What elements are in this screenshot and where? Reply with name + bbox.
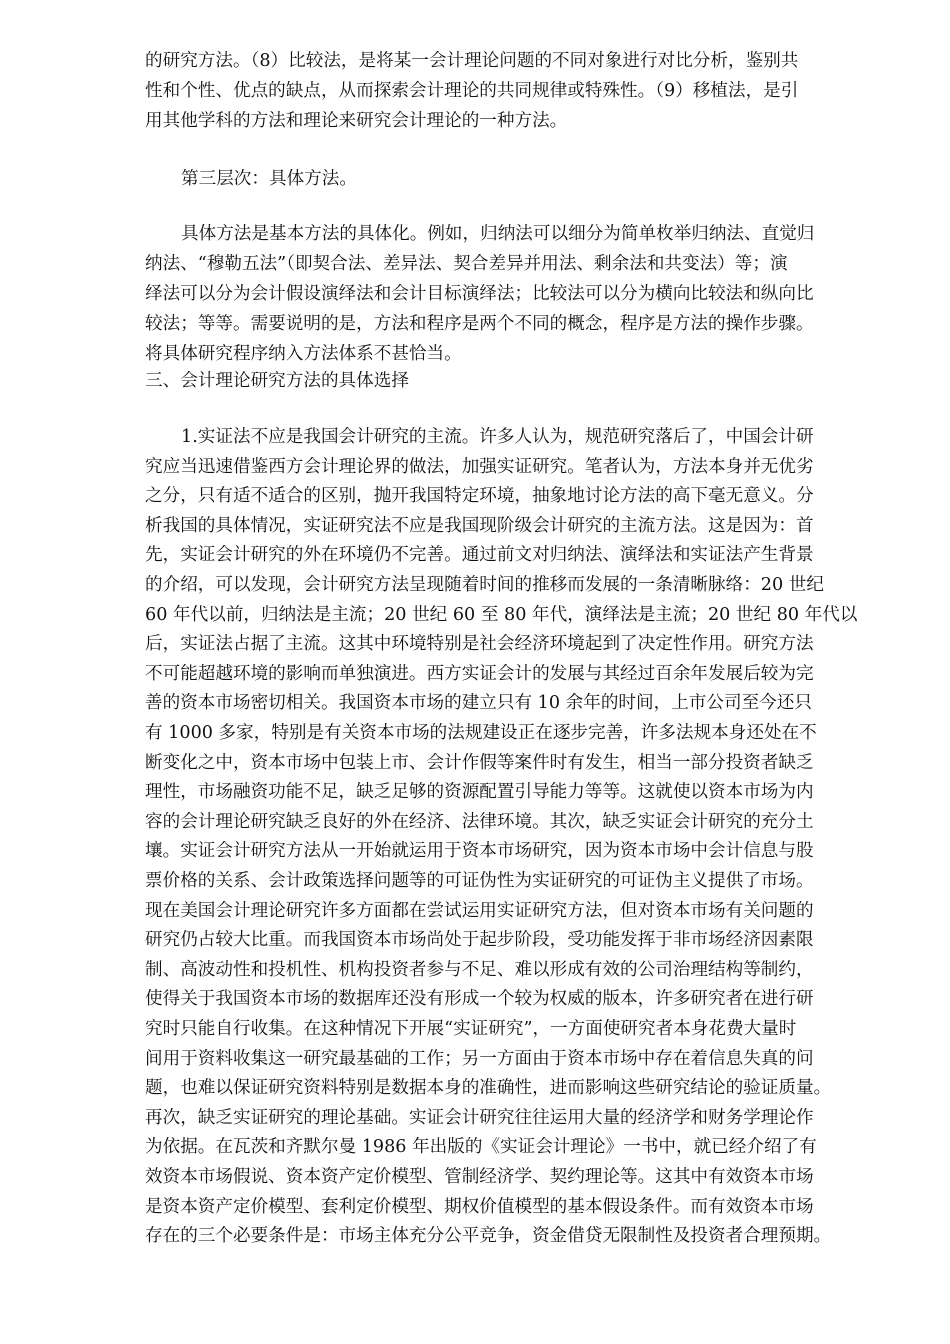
paragraph-line: 1.实证法不应是我国会计研究的主流。许多人认为，规范研究落后了，中国会计研 (181, 427, 814, 447)
paragraph-line: 是资本资产定价模型、套利定价模型、期权价值模型的基本假设条件。而有效资本市场 (145, 1196, 814, 1217)
section-heading: 三、会计理论研究方法的具体选择 (145, 371, 409, 391)
paragraph-line: 之分，只有适不适合的区别，抛开我国特定环境，抽象地讨论方法的高下毫无意义。分 (145, 486, 814, 507)
paragraph-line: 容的会计理论研究缺乏良好的外在经济、法律环境。其次，缺乏实证会计研究的充分土 (145, 811, 814, 832)
paragraph-line: 题，也难以保证研究资料特别是数据本身的准确性，进而影响这些研究结论的验证质量。 (145, 1078, 832, 1099)
paragraph-line: 绎法可以分为会计假设演绎法和会计目标演绎法；比较法可以分为横向比较法和纵向比 (145, 284, 814, 304)
paragraph-line: 有 1000 多家，特别是有关资本市场的法规建设正在逐步完善，许多法规本身还处在不 (145, 723, 817, 743)
paragraph-line: 的研究方法。（8）比较法，是将某一会计理论问题的不同对象进行对比分析，鉴别共 (145, 51, 799, 71)
paragraph-line: 间用于资料收集这一研究最基础的工作；另一方面由于资本市场中存在着信息失真的问 (145, 1048, 814, 1069)
paragraph-line: 再次，缺乏实证研究的理论基础。实证会计研究往往运用大量的经济学和财务学理论作 (145, 1107, 814, 1128)
paragraph-line: 使得关于我国资本市场的数据库还没有形成一个较为权威的版本，许多研究者在进行研 (145, 989, 814, 1010)
paragraph-line: 用其他学科的方法和理论来研究会计理论的一种方法。 (145, 111, 568, 131)
paragraph-line: 存在的三个必要条件是：市场主体充分公平竞争，资金借贷无限制性及投资者合理预期。 (145, 1226, 832, 1247)
paragraph-line: 票价格的关系、会计政策选择问题等的可证伪性为实证研究的可证伪主义提供了市场。 (145, 871, 814, 891)
paragraph-line: 现在美国会计理论研究许多方面都在尝试运用实证研究方法，但对资本市场有关问题的 (145, 900, 814, 921)
paragraph-line: 纳法、“穆勒五法”（即契合法、差异法、契合差异并用法、剩余法和共变法）等；演 (145, 254, 788, 274)
paragraph-line: 究时只能自行收集。在这种情况下开展“实证研究”，一方面使研究者本身花费大量时 (145, 1019, 797, 1039)
paragraph-line: 第三层次：具体方法。 (181, 169, 357, 189)
paragraph-line: 理性，市场融资功能不足，缺乏足够的资源配置引导能力等等。这就使以资本市场为内 (145, 782, 814, 803)
paragraph-line: 效资本市场假说、资本资产定价模型、管制经济学、契约理论等。这其中有效资本市场 (145, 1167, 814, 1187)
paragraph-line: 析我国的具体情况，实证研究法不应是我国现阶级会计研究的主流方法。这是因为：首 (145, 515, 814, 536)
paragraph-line: 壤。实证会计研究方法从一开始就运用于资本市场研究，因为资本市场中会计信息与股 (145, 841, 814, 862)
paragraph-line: 较法；等等。需要说明的是，方法和程序是两个不同的概念，程序是方法的操作步骤。 (145, 314, 814, 334)
paragraph-line: 先，实证会计研究的外在环境仍不完善。通过前文对归纳法、演绎法和实证法产生背景 (145, 545, 814, 566)
paragraph-line: 的介绍，可以发现，会计研究方法呈现随着时间的推移而发展的一条清晰脉络：20 世纪 (145, 575, 824, 595)
paragraph-line: 制、高波动性和投机性、机构投资者参与不足、难以形成有效的公司治理结构等制约， (145, 959, 814, 980)
paragraph-line: 性和个性、优点的缺点，从而探索会计理论的共同规律或特殊性。（9）移植法，是引 (145, 81, 799, 101)
paragraph-line: 后，实证法占据了主流。这其中环境特别是社会经济环境起到了决定性作用。研究方法 (145, 634, 814, 655)
paragraph-line: 将具体研究程序纳入方法体系不甚恰当。 (145, 344, 462, 364)
paragraph-line: 为依据。在瓦茨和齐默尔曼 1986 年出版的《实证会计理论》一书中，就已经介绍了有 (145, 1137, 817, 1158)
paragraph-line: 断变化之中，资本市场中包装上市、会计作假等案件时有发生，相当一部分投资者缺乏 (145, 752, 814, 773)
paragraph-line: 具体方法是基本方法的具体化。例如，归纳法可以细分为简单枚举归纳法、直觉归 (181, 224, 815, 244)
paragraph-line: 究应当迅速借鉴西方会计理论界的做法，加强实证研究。笔者认为，方法本身并无优劣 (145, 456, 814, 477)
paragraph-line: 善的资本市场密切相关。我国资本市场的建立只有 10 余年的时间，上市公司至今还只 (145, 693, 812, 714)
paragraph-line: 研究仍占较大比重。而我国资本市场尚处于起步阶段，受功能发挥于非市场经济因素限 (145, 930, 814, 951)
paragraph-line: 60 年代以前，归纳法是主流；20 世纪 60 至 80 年代，演绎法是主流；20 世纪 80 年代以 (145, 604, 858, 625)
paragraph-line: 不可能超越环境的影响而单独演进。西方实证会计的发展与其经过百余年发展后较为完 (145, 663, 814, 684)
